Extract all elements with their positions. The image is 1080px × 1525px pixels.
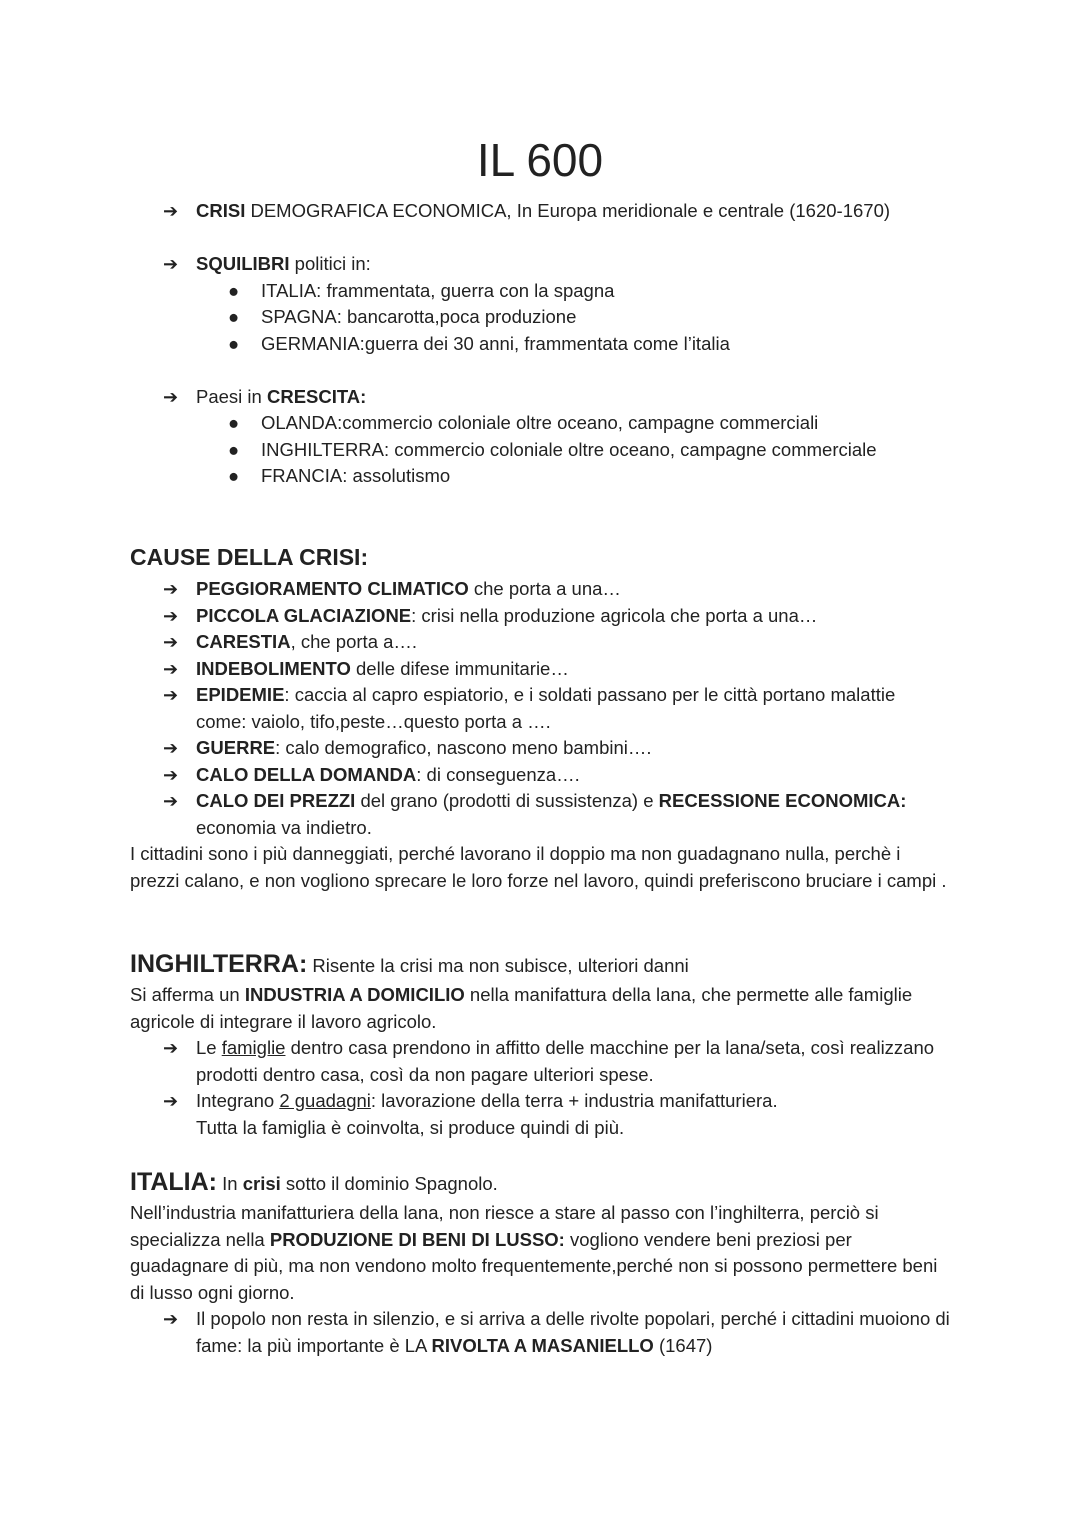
intro-section xyxy=(130,198,950,490)
arrow-icon: ➔ xyxy=(163,254,179,274)
arrow-icon: ➔ xyxy=(163,605,179,626)
arrow-icon: ➔ xyxy=(163,386,179,407)
section-heading-cause: CAUSE DELLA CRISI: xyxy=(130,544,369,570)
bullet-item: ● SPAGNA: bancarotta,poca produzione xyxy=(130,304,950,331)
bullet-item: ● ITALIA: frammentata, guerra con la spagna xyxy=(130,278,950,305)
section-heading-inghilterra: INGHILTERRA: Risente la crisi ma non subisce, ulteriori danni xyxy=(130,950,689,978)
bullet-icon: ● xyxy=(228,279,240,301)
inghilterra-paragraph: Si afferma un INDUSTRIA A DOMICILIO nella manifattura della lana, che permette alle famiglie agricole di integrare il lavoro agricolo. xyxy=(130,984,913,1032)
arrow-icon: ➔ xyxy=(163,791,179,811)
bullet-item: ● FRANCIA: assolutismo xyxy=(130,463,950,490)
italia-paragraph: Nell’industria manifatturiera della lana, non riesce a stare al passo con l’inghilterra, perciò si specializza nella PRODUZIONE DI BENI DI LUSSO: vogliono vendere beni preziosi per guadagnare di più, ma non vendono molto frequentemente,perché non si possono permettere beni di lusso ogni giorno. xyxy=(130,1202,938,1303)
list-item: ➔ PEGGIORAMENTO CLIMATICO che porta a una… xyxy=(130,576,950,603)
bullet-item: ● OLANDA:commercio coloniale oltre oceano, campagne commerciali xyxy=(130,410,950,437)
list-item: ➔ Integrano 2 guadagni: lavorazione della terra + industria manifatturiera. Tutta la famiglia è coinvolta, si produce quindi di più. xyxy=(163,1090,778,1138)
bullet-icon: ● xyxy=(228,438,240,460)
list-item-crescita: ➔ Paesi in CRESCITA: xyxy=(130,384,950,411)
arrow-icon: ➔ xyxy=(163,764,179,785)
list-item-squilibri: ➔ SQUILIBRI politici in: xyxy=(130,251,950,278)
list-item: ➔ Le famiglie dentro casa prendono in affitto delle macchine per la lana/seta, così realizzano prodotti dentro casa, così da non pagare ulteriori spese. xyxy=(163,1037,935,1085)
page-title: IL 600 xyxy=(476,134,604,186)
cause-paragraph: I cittadini sono i più danneggiati, perché lavorano il doppio ma non guadagnano nulla, perchè i prezzi calano, e non vogliono sprecare le loro forze nel lavoro, quindi preferiscono bruciare i campi . xyxy=(130,843,947,891)
arrow-icon: ➔ xyxy=(163,201,179,221)
bullet-icon: ● xyxy=(228,306,240,327)
italia-section xyxy=(130,1166,950,1359)
list-item: ➔ CALO DELLA DOMANDA: di conseguenza…. xyxy=(130,762,950,789)
arrow-icon: ➔ xyxy=(163,632,179,652)
bullet-icon: ● xyxy=(228,465,240,486)
list-item-crisi: ➔ CRISI DEMOGRAFICA ECONOMICA, In Europa meridionale e centrale (1620-1670) xyxy=(130,198,950,225)
section-heading-italia: ITALIA: In crisi sotto il dominio Spagnolo. xyxy=(130,1168,498,1196)
arrow-icon: ➔ xyxy=(163,658,179,679)
bullet-item: ● INGHILTERRA: commercio coloniale oltre oceano, campagne commerciale xyxy=(130,437,950,464)
list-item: ➔ Il popolo non resta in silenzio, e si arriva a delle rivolte popolari, perché i cittadini muoiono di fame: la più importante è LA RIVOLTA A MASANIELLO (1647) xyxy=(163,1308,950,1356)
arrow-icon: ➔ xyxy=(163,738,179,758)
arrow-icon: ➔ xyxy=(163,579,179,599)
list-item: ➔ INDEBOLIMENTO delle difese immunitarie… xyxy=(130,656,950,683)
cause-section xyxy=(130,542,950,894)
list-item: ➔ GUERRE: calo demografico, nascono meno bambini…. xyxy=(130,735,950,762)
list-item: ➔ EPIDEMIE: caccia al capro espiatorio, e i soldati passano per le città portano malattie come: vaiolo, tifo,peste…questo porta a …. xyxy=(163,684,896,732)
bullet-icon: ● xyxy=(228,332,240,354)
list-item: ➔ CARESTIA, che porta a…. xyxy=(130,629,950,656)
bullet-icon: ● xyxy=(228,412,240,433)
arrow-icon: ➔ xyxy=(163,1309,179,1329)
bullet-item: ● GERMANIA:guerra dei 30 anni, frammentata come l’italia xyxy=(130,331,950,358)
inghilterra-section xyxy=(130,948,950,1141)
arrow-icon: ➔ xyxy=(163,1038,179,1058)
list-item: ➔ CALO DEI PREZZI del grano (prodotti di sussistenza) e RECESSIONE ECONOMICA: economia va indietro. xyxy=(163,790,907,838)
list-item: ➔ PICCOLA GLACIAZIONE: crisi nella produzione agricola che porta a una… xyxy=(130,603,950,630)
arrow-icon: ➔ xyxy=(163,685,179,705)
arrow-icon: ➔ xyxy=(163,1091,179,1111)
